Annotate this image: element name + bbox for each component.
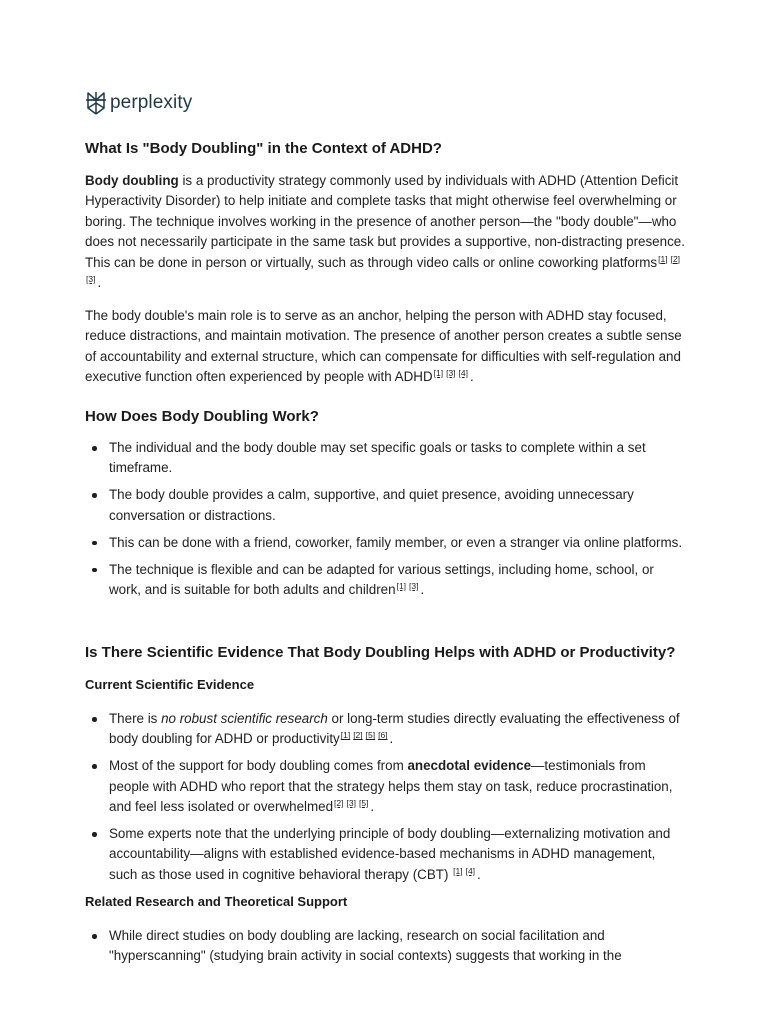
list-item bbox=[85, 485, 687, 526]
list-item bbox=[85, 438, 687, 479]
perplexity-logo-icon bbox=[85, 91, 107, 115]
list-item bbox=[85, 709, 687, 750]
heading-scientific-evidence: Is There Scientific Evidence That Body Doubling Helps with ADHD or Productivity? bbox=[85, 644, 676, 661]
list-item bbox=[85, 533, 687, 553]
list-item bbox=[85, 824, 687, 885]
citation-link[interactable]: [3] bbox=[86, 274, 96, 285]
list-item-text: The body double provides a calm, supportive, and quiet presence, avoiding unnecessary conversation or distractions. bbox=[109, 487, 634, 523]
citation-link[interactable]: [2] bbox=[334, 798, 344, 809]
citation-link[interactable]: [3] bbox=[409, 580, 419, 591]
related-research-list bbox=[85, 926, 687, 973]
how-it-works-list bbox=[85, 438, 687, 607]
citation-link[interactable]: [1] bbox=[396, 580, 407, 591]
sentence-end: . bbox=[97, 275, 102, 291]
citation-link[interactable]: [3] bbox=[346, 798, 356, 809]
term-body-doubling: Body doubling bbox=[85, 173, 179, 188]
list-item bbox=[85, 926, 687, 967]
term-anecdotal-evidence: anecdotal evidence bbox=[407, 758, 532, 774]
citation-link[interactable]: [4] bbox=[465, 865, 476, 876]
sentence-end: . bbox=[389, 731, 394, 747]
citation-link[interactable]: [6] bbox=[378, 730, 388, 741]
evidence-list bbox=[85, 709, 687, 892]
citation-link[interactable]: [5] bbox=[358, 798, 369, 809]
citation-link[interactable]: [3] bbox=[446, 368, 456, 379]
citation-link[interactable]: [1] bbox=[453, 865, 463, 876]
list-item-text: Most of the support for body doubling comes from bbox=[109, 758, 408, 774]
subheading-related-research: Related Research and Theoretical Support bbox=[85, 894, 348, 909]
sentence-end: . bbox=[370, 799, 375, 815]
brand-name: perplexity bbox=[110, 92, 193, 113]
citation-link[interactable]: [5] bbox=[365, 730, 376, 741]
list-item-text: —testimonials from people with ADHD who report that the strategy helps them stay on task, reduce procrastination, and feel less isolated or overwhelmed bbox=[109, 758, 673, 815]
sentence-end: . bbox=[420, 581, 425, 597]
anchor-paragraph bbox=[85, 306, 687, 388]
citation-link[interactable]: [4] bbox=[458, 368, 468, 379]
citation-link[interactable]: [1] bbox=[340, 730, 351, 741]
brand-logo[interactable] bbox=[85, 90, 192, 116]
list-item-text: Some experts note that the underlying principle of body doubling—externalizing motivation and accountability—aligns with established evidence-based mechanisms in ADHD management, such as those used in cognitive behavioral therapy (CBT) bbox=[109, 826, 671, 882]
citation-link[interactable]: [1] bbox=[433, 368, 444, 379]
list-item-text: The technique is flexible and can be adapted for various settings, including home, school, or work, and is suitable for both adults and children bbox=[109, 561, 654, 597]
heading-how-it-works: How Does Body Doubling Work? bbox=[85, 408, 319, 425]
intro-paragraph-text: is a productivity strategy commonly used by individuals with ADHD (Attention Deficit Hyperactivity Disorder) to help initiate and complete tasks that might otherwise feel overwhelming or boring. The technique involves working in the presence of another person—the "body double"—who does not necessarily participate in the same task but provides a supportive, non-distracting presence. This can be done in person or virtually, such as through video calls or online coworking platforms bbox=[85, 173, 685, 270]
citation-link[interactable]: [2] bbox=[670, 253, 681, 264]
sentence-end: . bbox=[469, 369, 474, 385]
list-item-text: The individual and the body double may set specific goals or tasks to complete within a set timeframe. bbox=[109, 440, 646, 476]
sentence-end: . bbox=[477, 866, 481, 882]
list-item bbox=[85, 560, 687, 601]
list-item-text: This can be done with a friend, coworker, family member, or even a stranger via online platforms. bbox=[109, 534, 683, 550]
citation-link[interactable]: [1] bbox=[658, 253, 668, 264]
subheading-current-evidence: Current Scientific Evidence bbox=[85, 677, 255, 692]
citation-link[interactable]: [2] bbox=[353, 730, 363, 741]
heading-body-doubling: What Is "Body Doubling" in the Context of ADHD? bbox=[85, 140, 442, 157]
emphasis-no-research: no robust scientific research bbox=[161, 711, 328, 726]
list-item-text: There is bbox=[109, 711, 162, 726]
intro-paragraph bbox=[85, 171, 687, 293]
list-item-text: While direct studies on body doubling are lacking, research on social facilitation and "hyperscanning" (studying brain activity in social contexts) suggests that working in the bbox=[109, 928, 622, 964]
list-item-text: or long-term studies directly evaluating the effectiveness of body doubling for ADHD or productivity bbox=[109, 711, 680, 747]
anchor-paragraph-text: The body double's main role is to serve as an anchor, helping the person with ADHD stay focused, reduce distractions, and maintain motivation. The presence of another person creates a subtle sense of accountability and external structure, which can compensate for difficulties with self-regulation and executive function often experienced by people with ADHD bbox=[85, 308, 682, 385]
list-item bbox=[85, 756, 687, 817]
